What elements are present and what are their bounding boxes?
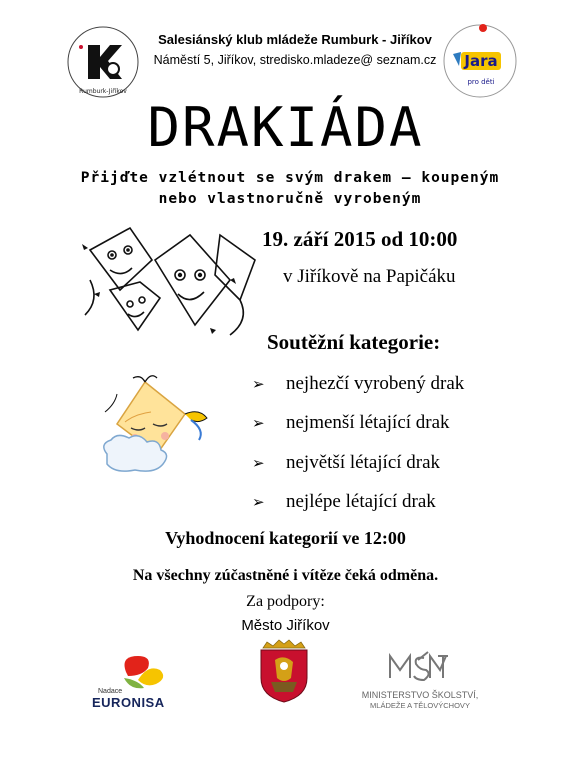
category-label: nejmenší létající drak [286, 412, 450, 433]
svg-text:Rumburk-Jiříkov: Rumburk-Jiříkov [79, 88, 127, 95]
reward-note: Na všechny zúčastněné i vítěze čeká odměna. [132, 567, 439, 584]
svg-text:Jara: Jara [464, 52, 498, 70]
category-item [252, 373, 464, 395]
subtitle-line-1: Přijďte vzlétnout se svým drakem – koupeným [80, 170, 500, 186]
euronisa-prefix: Nadace [98, 688, 123, 695]
category-label: nejlépe létající drak [286, 491, 436, 512]
club-address: Náměstí 5, Jiříkov, stredisko.mladeze@ seznam.cz [153, 53, 437, 67]
city-crest-icon [257, 638, 311, 704]
euronisa-name: EURONISA [92, 695, 165, 710]
categories-heading: Soutěžní kategorie: [267, 330, 441, 354]
msmt-name-line-2: MLÁDEŽE A TĚLOVÝCHOVY [370, 701, 470, 710]
subtitle-line-2: nebo vlastnoručně vyrobeným [158, 191, 422, 207]
arrow-bullet-icon: ➢ [252, 414, 265, 432]
category-label: nejhezčí vyrobený drak [286, 373, 465, 394]
arrow-bullet-icon: ➢ [252, 454, 265, 472]
category-item [252, 412, 450, 434]
event-place: v Jiříkově na Papičáku [283, 266, 456, 287]
city-sponsor: Město Jiříkov [241, 617, 330, 634]
kites-drawing-illustration [80, 220, 260, 340]
evaluation-time: Vyhodnocení kategorií ve 12:00 [165, 528, 406, 548]
event-date: 19. září 2015 od 10:00 [262, 227, 458, 251]
svg-text:pro děti: pro děti [467, 78, 495, 86]
category-item [252, 491, 436, 513]
arrow-bullet-icon: ➢ [252, 493, 265, 511]
msmt-name-line-1: MINISTERSTVO ŠKOLSTVÍ, [361, 690, 479, 700]
poster-title: DRAKIÁDA [147, 96, 424, 159]
msmt-logo-icon [380, 648, 448, 688]
jara-logo-icon [441, 22, 519, 100]
salesian-club-logo-icon [66, 25, 140, 99]
category-item [252, 452, 440, 474]
support-label: Za podpory: [246, 593, 325, 610]
club-name: Salesiánský klub mládeže Rumburk - Jiříkov [158, 32, 432, 47]
sleeping-kite-illustration [95, 374, 215, 486]
category-label: největší létající drak [286, 452, 441, 473]
arrow-bullet-icon: ➢ [252, 375, 265, 393]
